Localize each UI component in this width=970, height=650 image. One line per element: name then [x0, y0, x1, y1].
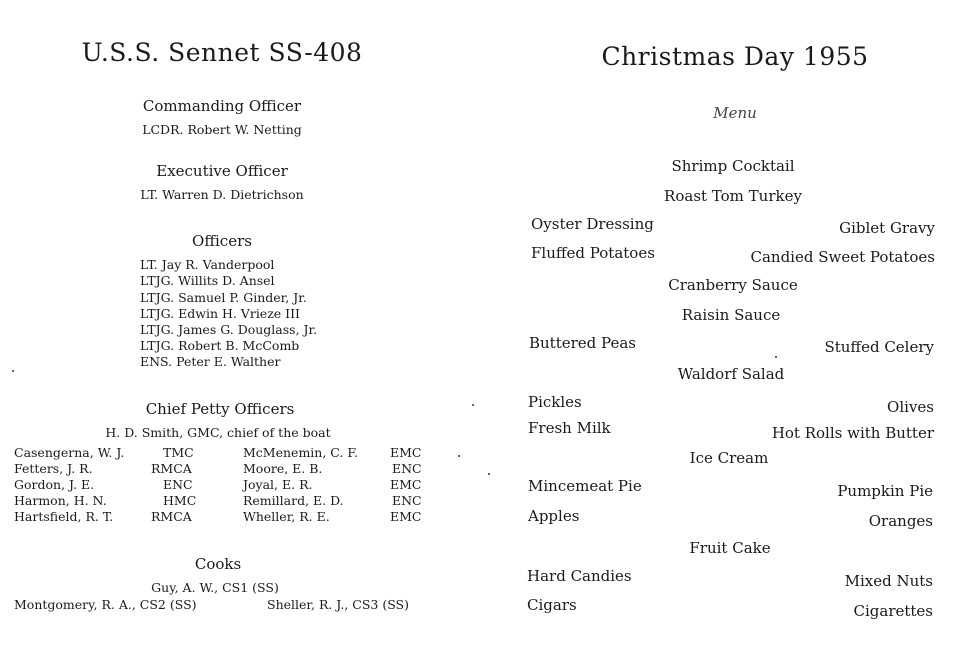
cpo-name: Remillard, E. D.	[243, 493, 344, 508]
menu-item: Buttered Peas	[529, 334, 636, 352]
menu-item: Roast Tom Turkey	[664, 187, 802, 205]
cpo-name: Hartsfield, R. T.	[14, 509, 114, 524]
scan-speck	[775, 356, 777, 358]
cpo-rate: TMC	[163, 445, 194, 460]
officer-item: LTJG. Willits D. Ansel	[140, 273, 275, 288]
officer-item: LTJG. Edwin H. Vrieze III	[140, 306, 300, 321]
menu-item: Raisin Sauce	[681, 306, 781, 324]
xo-name: LT. Warren D. Dietrichson	[140, 187, 304, 202]
cpo-rate: ENC	[163, 477, 193, 492]
officer-item: LTJG. Robert B. McComb	[140, 338, 300, 353]
menu-item: Mincemeat Pie	[528, 477, 642, 495]
menu-item: Olives	[887, 398, 934, 416]
scan-speck	[12, 370, 14, 372]
cpo-name: Harmon, H. N.	[14, 493, 107, 508]
cpo-rate: EMC	[390, 477, 422, 492]
cpo-rate: HMC	[163, 493, 197, 508]
officer-item: LTJG. Samuel P. Ginder, Jr.	[140, 290, 307, 305]
cook-item: Guy, A. W., CS1 (SS)	[151, 580, 279, 595]
menu-item: Shrimp Cocktail	[671, 157, 795, 175]
co-name: LCDR. Robert W. Netting	[142, 122, 302, 137]
menu-item: Candied Sweet Potatoes	[750, 248, 935, 266]
cpo-name: McMenemin, C. F.	[243, 445, 359, 460]
cpo-rate: ENC	[392, 493, 422, 508]
cook-item: Sheller, R. J., CS3 (SS)	[267, 597, 409, 612]
cpo-rate: RMCA	[151, 461, 192, 476]
menu-item: Stuffed Celery	[824, 338, 934, 356]
cpo-name: Fetters, J. R.	[14, 461, 93, 476]
co-heading: Commanding Officer	[142, 97, 302, 115]
menu-item: Ice Cream	[689, 449, 769, 467]
cpo-rate: EMC	[390, 509, 422, 524]
officer-item: ENS. Peter E. Walther	[140, 354, 281, 369]
menu-item: Cranberry Sauce	[668, 276, 798, 294]
cook-item: Montgomery, R. A., CS2 (SS)	[14, 597, 197, 612]
menu-item: Apples	[528, 507, 580, 525]
cpo-name: Joyal, E. R.	[243, 477, 313, 492]
xo-heading: Executive Officer	[156, 162, 288, 180]
cooks-heading: Cooks	[194, 555, 242, 573]
cpo-rate: EMC	[390, 445, 422, 460]
officer-item: LTJG. James G. Douglass, Jr.	[140, 322, 318, 337]
menu-item: Fruit Cake	[689, 539, 771, 557]
menu-item: Pumpkin Pie	[837, 482, 933, 500]
menu-item: Oranges	[868, 512, 933, 530]
menu-item: Hot Rolls with Butter	[771, 424, 934, 442]
cpo-heading: Chief Petty Officers	[145, 400, 295, 418]
cpo-name: Gordon, J. E.	[14, 477, 95, 492]
menu-item: Cigarettes	[853, 602, 933, 620]
officers-heading: Officers	[192, 232, 252, 250]
ship-title: U.S.S. Sennet SS-408	[81, 38, 363, 67]
cpo-rate: ENC	[392, 461, 422, 476]
menu-item: Oyster Dressing	[531, 215, 654, 233]
menu-item: Fluffed Potatoes	[531, 244, 655, 262]
cpo-name: Moore, E. B.	[243, 461, 323, 476]
scan-speck	[472, 404, 474, 406]
menu-item: Mixed Nuts	[844, 572, 933, 590]
menu-item: Cigars	[527, 596, 577, 614]
officer-item: LT. Jay R. Vanderpool	[140, 257, 275, 272]
cpo-name: Casengerna, W. J.	[14, 445, 125, 460]
menu-item: Giblet Gravy	[839, 219, 935, 237]
menu-title: Christmas Day 1955	[601, 42, 869, 71]
menu-item: Pickles	[528, 393, 582, 411]
menu-item: Waldorf Salad	[677, 365, 785, 383]
cpo-rate: RMCA	[151, 509, 192, 524]
cpo-chief: H. D. Smith, GMC, chief of the boat	[105, 425, 331, 440]
scan-speck	[458, 455, 460, 457]
menu-item: Hard Candies	[527, 567, 632, 585]
menu-label: Menu	[713, 104, 757, 122]
cpo-name: Wheller, R. E.	[243, 509, 330, 524]
menu-item: Fresh Milk	[528, 419, 611, 437]
scan-speck	[488, 473, 490, 475]
